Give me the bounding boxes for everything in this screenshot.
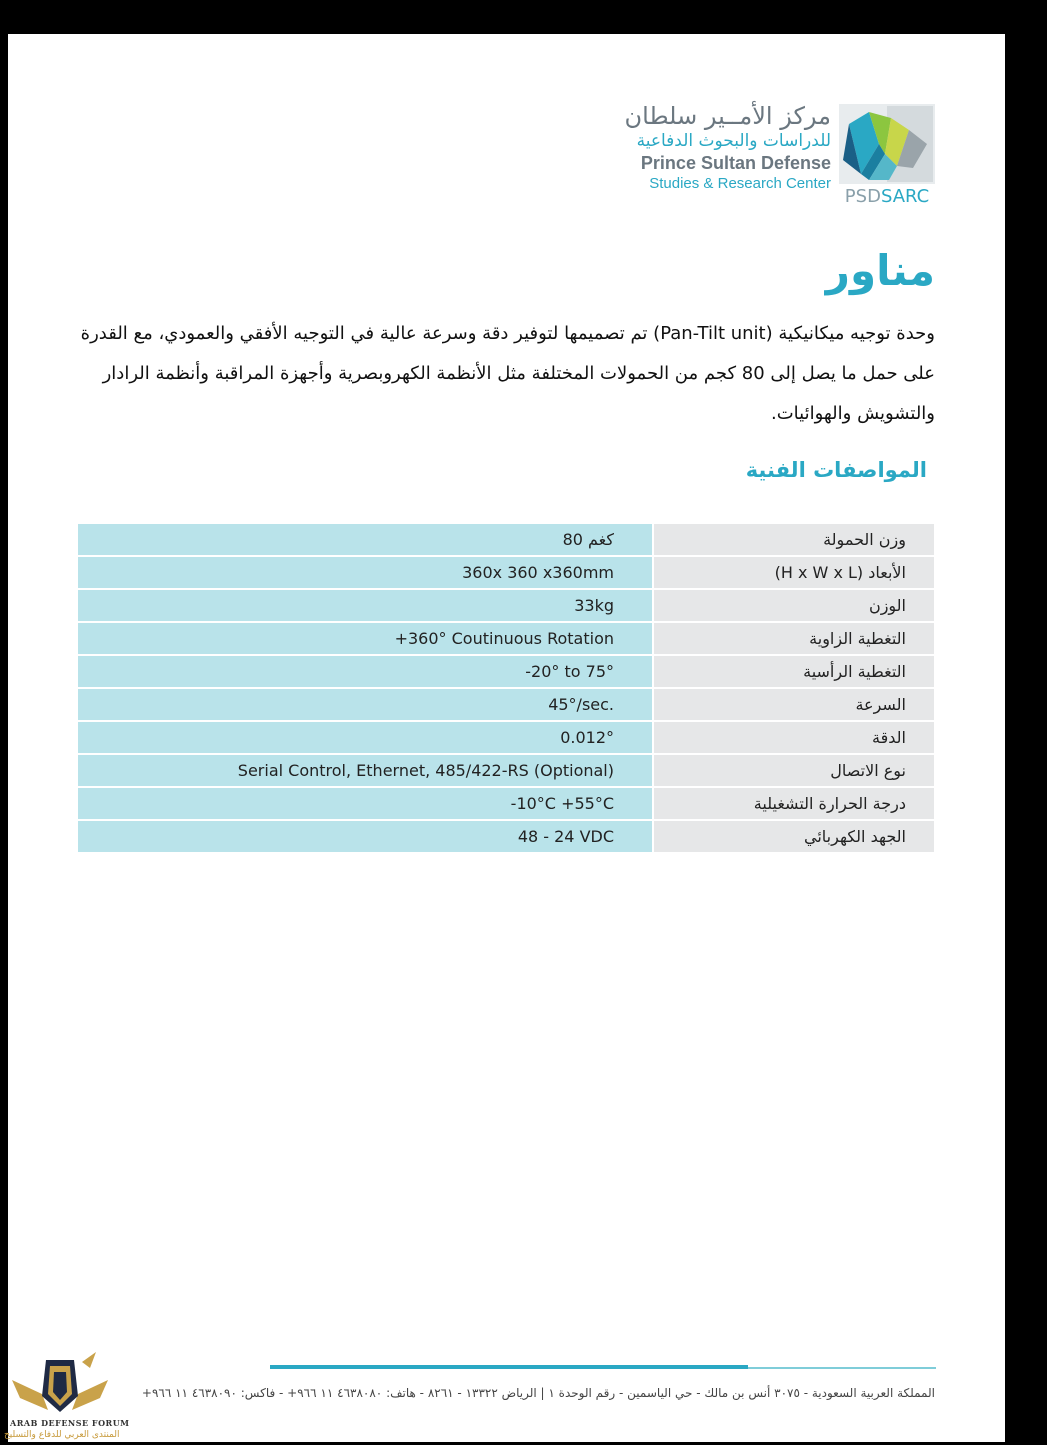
spec-value: [78, 623, 654, 656]
spec-value-text: 33kg: [574, 596, 614, 615]
spec-value-text: 45°/sec.: [548, 695, 614, 714]
org-name-en-line2: Studies & Research Center: [649, 175, 831, 192]
spec-label: الدقة: [654, 722, 934, 755]
spec-label: التغطية الزاوية: [654, 623, 934, 656]
spec-row: [78, 557, 934, 590]
spec-label: وزن الحمولة: [654, 524, 934, 557]
spec-value-text: 360x 360 x360mm: [462, 563, 614, 582]
spec-value: [78, 524, 654, 557]
footer-address: المملكة العربية السعودية - ٣٠٧٥ أنس بن مالك - حي الياسمين - رقم الوحدة ١ | الرياض ١٣٣٢٢ - ٨٢٦١ - هاتف: ٤٦٣٨٠٨٠ ١١ ٩٦٦+ - فاكس: ٤٦٣٨٠٩٠ ١١ ٩٦٦+: [141, 1386, 935, 1400]
spec-value-text: +360° Coutinuous Rotation: [394, 629, 614, 648]
spec-label: الأبعاد (H x W x L): [654, 557, 934, 590]
org-name-ar-line2: للدراسات والبحوث الدفاعية: [636, 131, 831, 151]
spec-value-text: 48 - 24 VDC: [517, 827, 614, 846]
spec-row: [78, 656, 934, 689]
org-name-en-line1: Prince Sultan Defense: [640, 153, 831, 173]
footer-divider-accent: [270, 1365, 748, 1369]
watermark-text-ar: المنتدى العربي للدفاع والتسليح: [4, 1430, 120, 1440]
spec-row: [78, 623, 934, 656]
page-title: مناور: [825, 246, 935, 295]
spec-value: [78, 557, 654, 590]
spec-label: درجة الحرارة التشغيلية: [654, 788, 934, 821]
spec-value-text: 0.012°: [560, 728, 614, 747]
spec-row: [78, 788, 934, 821]
spec-label: الجهد الكهربائي: [654, 821, 934, 854]
specs-table: [78, 524, 934, 854]
spec-value-text: -10°C +55°C: [510, 794, 614, 813]
product-description: وحدة توجيه ميكانيكية (Pan-Tilt unit) تم تصميمها لتوفير دقة وسرعة عالية في التوجيه الأفقي والعمودي، مع القدرة على حمل ما يصل إلى 80 كجم من الحمولات المختلفة مثل الأنظمة الكهروبصرية وأجهزة المراقبة وأنظمة الرادار والتشويش والهوائيات.: [80, 323, 935, 424]
spec-value: [78, 689, 654, 722]
logo-abbreviation: PSDSARC: [844, 186, 930, 207]
spec-value: [78, 821, 654, 854]
spec-value-text: 80 كغم: [562, 530, 614, 549]
spec-row: [78, 590, 934, 623]
spec-row: [78, 722, 934, 755]
spec-label: التغطية الرأسية: [654, 656, 934, 689]
org-name-ar-line1: مركز الأمــير سلطان: [624, 102, 831, 130]
spec-label: نوع الاتصال: [654, 755, 934, 788]
spec-value: [78, 656, 654, 689]
spec-value: [78, 722, 654, 755]
org-logo: [624, 102, 935, 210]
specs-heading: المواصفات الفنية: [745, 458, 927, 482]
spec-label: السرعة: [654, 689, 934, 722]
spec-value-text: -20° to 75°: [525, 662, 614, 681]
spec-row: [78, 689, 934, 722]
spec-value: [78, 590, 654, 623]
spec-label: الوزن: [654, 590, 934, 623]
psdsarc-logo-icon: [839, 104, 935, 184]
spec-row: [78, 524, 934, 557]
spec-row: [78, 821, 934, 854]
spec-row: [78, 755, 934, 788]
org-name: [625, 102, 831, 194]
spec-value-text: Serial Control, Ethernet, 485/422-RS (Optional): [237, 761, 614, 780]
document-page: [8, 34, 1005, 1442]
watermark-text-en: ARAB DEFENSE FORUM: [10, 1418, 130, 1428]
forum-watermark-icon: [0, 1350, 120, 1442]
spec-value: [78, 788, 654, 821]
spec-value: [78, 755, 654, 788]
